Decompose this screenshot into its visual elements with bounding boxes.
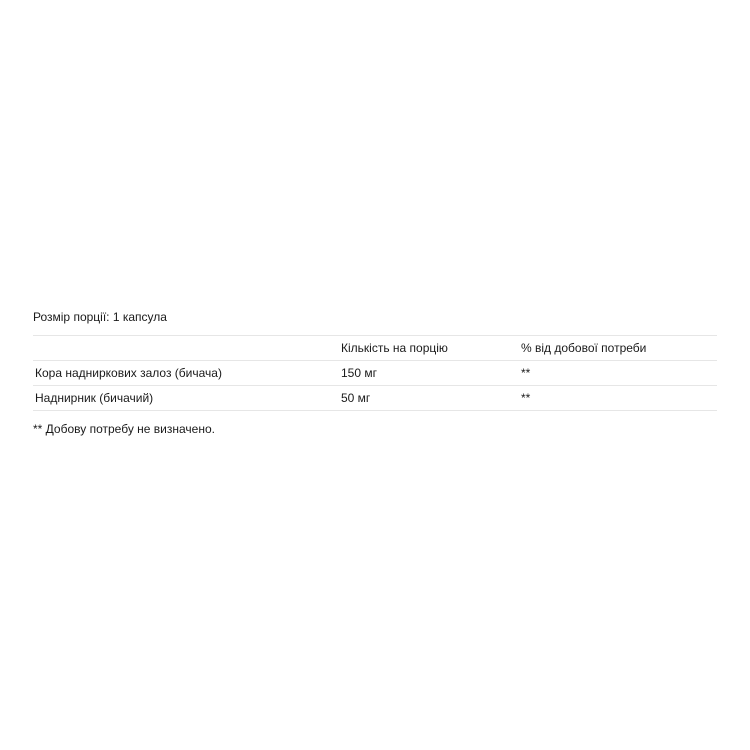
footnote: ** Добову потребу не визначено. [33,422,215,436]
supplement-facts-table [33,335,717,411]
ingredient-name: Кора наднирковиx залоз (бичача) [35,366,222,380]
table-row [33,386,717,411]
table-row [33,361,717,386]
table-header-row [33,336,717,361]
ingredient-daily-value: ** [521,391,531,405]
ingredient-amount: 50 мг [341,391,371,405]
ingredient-amount: 150 мг [341,366,377,380]
header-daily-value: % від добової потреби [521,341,647,355]
serving-size: Розмір порції: 1 капсула [33,310,167,324]
ingredient-name: Наднирник (бичачий) [35,391,154,405]
supplement-facts-panel [33,308,717,438]
ingredient-daily-value: ** [521,366,531,380]
header-amount: Кількість на порцію [341,341,448,355]
